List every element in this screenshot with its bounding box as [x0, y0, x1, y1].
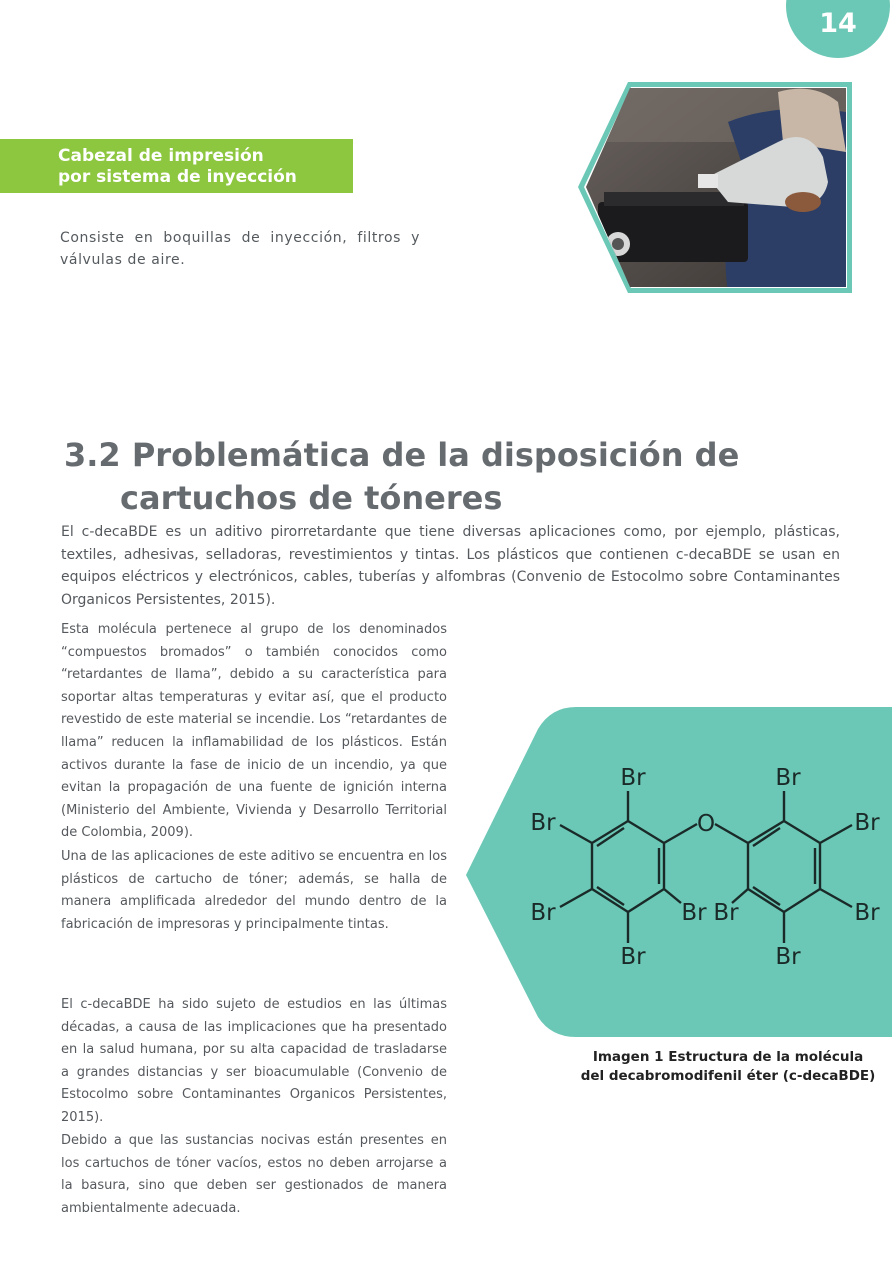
- intro-text: Consiste en boquillas de inyección, filtros y válvulas de aire.: [60, 230, 420, 268]
- section-title: [64, 434, 824, 520]
- bromine-label: Br: [775, 765, 801, 791]
- paragraph-health-studies: El c-decaBDE ha sido sujeto de estudios en las últimas décadas, a causa de las implicaciones que ha presentado en la salud humana, por su alta capacidad de trasladarse a grandes distancias y ser bioacumulable (Convenio de Estocolmo sobre Contaminantes Organicos Persistentes, 2015).: [61, 997, 447, 1125]
- bromine-label: Br: [681, 900, 707, 926]
- bromine-label: Br: [775, 944, 801, 970]
- banner-title: Cabezal de impresión por sistema de inyección: [58, 146, 297, 187]
- figure-caption: Imagen 1 Estructura de la molécula del decabromodifenil éter (c-decaBDE): [580, 1049, 876, 1084]
- page-number: 14: [819, 8, 857, 39]
- bromine-label: Br: [713, 900, 739, 926]
- bromine-label: Br: [530, 810, 556, 836]
- page-number-badge: [786, 0, 890, 58]
- molecule-panel-background: [466, 707, 892, 1037]
- bromine-label: Br: [620, 765, 646, 791]
- oxygen-atom-label: O: [696, 811, 716, 837]
- paragraph-brominated-compounds: Esta molécula pertenece al grupo de los denominados “compuestos bromados” o también conocidos como “retardantes de llama”, debido a su característica para soportar altas temperaturas y evitar así, que el producto revestido de este material se incendie. Los “retardantes de llama” reducen la inflamabilidad de los plásticos. Están activos durante la fase de inicio de un incendio, ya que evitan la propagación de una fuente de ignición interna (Ministerio del Ambiente, Vivienda y Desarrollo Territorial de Colombia, 2009).: [61, 622, 447, 841]
- bromine-label: Br: [620, 944, 646, 970]
- bromine-label: Br: [854, 900, 880, 926]
- section-title-line2: cartuchos de tóneres: [120, 479, 503, 517]
- paragraph-toner-plastics: Una de las aplicaciones de este aditivo se encuentra en los plásticos de cartucho de tóner; además, se halla de manera amplificada alrededor del mundo dentro de la fabricación de impresoras y principalmente tintas.: [61, 849, 447, 932]
- decabde-molecule-figure: [466, 707, 892, 1037]
- print-head-banner: [0, 139, 353, 193]
- toner-refill-photo: [578, 82, 852, 293]
- section-title-line1: 3.2 Problemática de la disposición de: [64, 436, 740, 474]
- bromine-label: Br: [854, 810, 880, 836]
- paragraph-disposal: Debido a que las sustancias nocivas están presentes en los cartuchos de tóner vacíos, estos no deben arrojarse a la basura, sino que deben ser gestionados de manera ambientalmente adecuada.: [61, 1133, 447, 1216]
- paragraph-decabde-applications: El c-decaBDE es un aditivo pirorretardante que tiene diversas aplicaciones como, por ejemplo, plásticas, textiles, adhesivas, selladoras, revestimientos y tintas. Los plásticos que contienen c-decaBDE se usan en equipos eléctricos y electrónicos, cables, tuberías y alfombras (Convenio de Estocolmo sobre Contaminantes Organicos Persistentes, 2015).: [61, 524, 840, 608]
- bromine-label: Br: [530, 900, 556, 926]
